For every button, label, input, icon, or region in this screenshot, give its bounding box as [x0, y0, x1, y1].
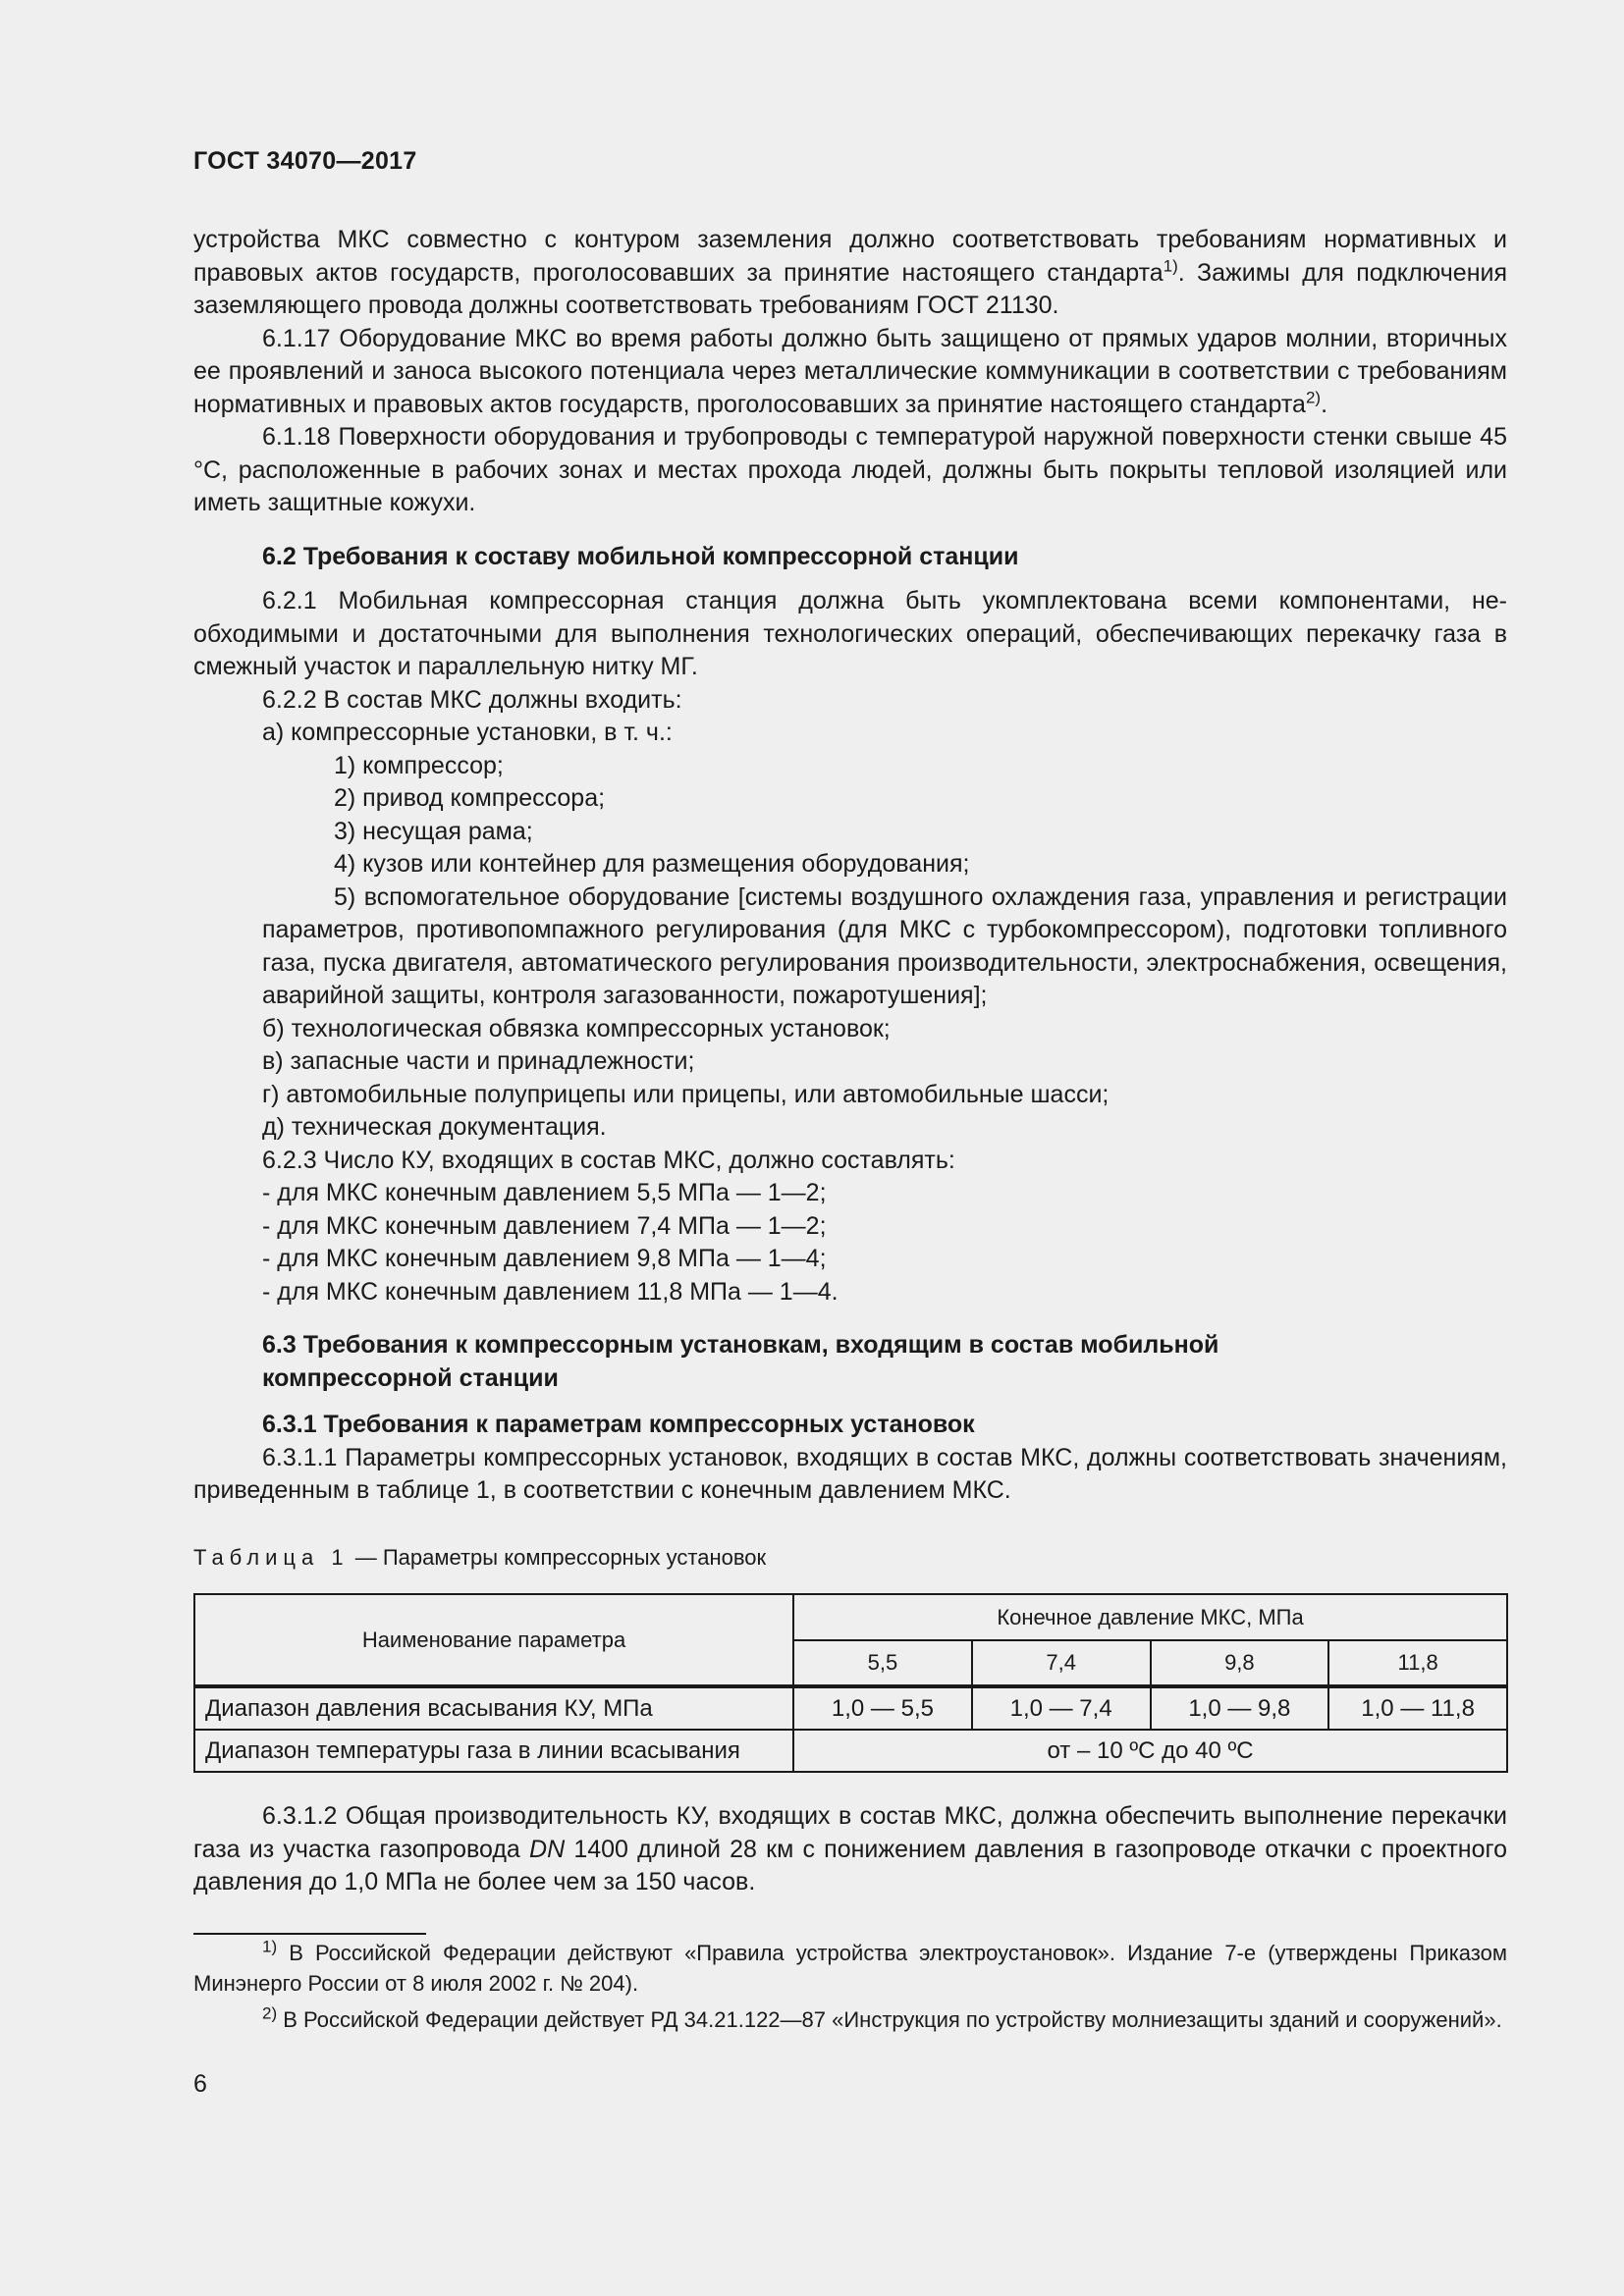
dash-item-4: - для МКС конечным давлением 11,8 МПа — 1—4. [262, 1277, 839, 1306]
list-item-a2: 2) привод компрессора; [334, 784, 606, 812]
list-item-v: в) запасные части и принадлежности; [262, 1047, 695, 1075]
cell-value-merged: от – 10 ºС до 40 ºС [793, 1730, 1507, 1772]
cell-value: 1,0 — 7,4 [972, 1686, 1151, 1730]
list-item-a3: 3) несущая рама; [334, 817, 533, 845]
list-item-d: д) техническая документация. [262, 1113, 607, 1141]
paragraph-6-2-1: 6.2.1 Мобильная компрессорная станция должна быть укомплектована всеми компонентами, необходимыми и достаточными для выполнения технологических операций, обеспечивающих перекачку газа в смежный участок и параллельную нитку МГ. [193, 587, 1507, 680]
paragraph-continued: устройства МКС совместно с контуром заземления должно соответствовать требованиям нормативных и правовых актов государств, проголосовавших за принятие настоящего стандарта$^{1)}$. Зажимы для подключения заземляющего провода должны соответствовать требованиям ГОСТ 21130. [193, 226, 1507, 319]
paragraph-6-2-2: 6.2.2 В состав МКС должны входить: [262, 685, 682, 714]
list-item-a: а) компрессорные установки, в т. ч.: [262, 719, 673, 746]
list-item-a5: 5) вспомогательное оборудование [системы воздушного охлаждения газа, управления и регистрации параметров, противопомпажного регулирования (для МКС с турбокомпрессором), подготовки топливного газа, пуска двигателя, автоматического регулирования производительности, электроснабжения, освещения, аварийной защиты, контроля загазованности, пожаротушения]; [262, 882, 1507, 1009]
dash-item-2: - для МКС конечным давлением 7,4 МПа — 1—2; [262, 1211, 827, 1240]
row-name-suction-pressure: Диапазон давления всасывания КУ, МПа [194, 1686, 793, 1730]
header-pressure-7-4: 7,4 [972, 1640, 1151, 1686]
section-heading-6-3-1: 6.3.1 Требования к параметрам компрессорных установок [262, 1411, 975, 1438]
footnotes [193, 1938, 1507, 2041]
table-row [194, 1730, 1507, 1772]
body-text [193, 224, 1507, 1508]
list-item-a4: 4) кузов или контейнер для размещения оборудования; [334, 850, 970, 878]
footnote-ref-1: 1) [1163, 256, 1178, 276]
page-number: 6 [193, 2070, 207, 2098]
parameters-table [193, 1593, 1508, 1773]
body-text-after-table [193, 1800, 1507, 1899]
table-row [194, 1686, 1507, 1730]
paragraph-6-2-3: 6.2.3 Число КУ, входящих в состав МКС, должно составлять: [262, 1146, 955, 1174]
cell-value: 1,0 — 11,8 [1328, 1686, 1507, 1730]
cell-value: 1,0 — 5,5 [793, 1686, 972, 1730]
document-header: ГОСТ 34070—2017 [193, 147, 417, 175]
paragraph-6-3-1-1: 6.3.1.1 Параметры компрессорных установок, входящих в состав МКС, должны соответствовать значениям, приведенным в таблице 1, в соответствии с конечным давлением МКС. [193, 1443, 1507, 1504]
footnote-separator [193, 1933, 426, 1935]
section-heading-6-3: 6.3 Требования к компрессорным установкам, входящим в состав мобильной компрессорной станции [262, 1331, 1219, 1392]
section-heading-6-2: 6.2 Требования к составу мобильной компрессорной станции [262, 542, 1019, 570]
table-caption: Таблица 1 — Параметры компрессорных установок [193, 1545, 767, 1570]
list-item-a1: 1) компрессор; [334, 751, 504, 779]
header-pressure-group: Конечное давление МКС, МПа [793, 1594, 1507, 1640]
dash-item-3: - для МКС конечным давлением 9,8 МПа — 1—4; [262, 1245, 827, 1272]
paragraph-6-1-17: 6.1.17 Оборудование МКС во время работы должно быть защищено от прямых ударов молнии, вторичных ее проявлений и заноса высокого потенциала через металлические коммуникации в соответствии с требованиям нормативных и правовых актов государств, проголосовавших за принятие настоящего стандарта$^{2)}$. [193, 324, 1507, 418]
paragraph-6-3-1-2: 6.3.1.2 Общая производительность КУ, входящих в состав МКС, должна обеспечить выполнение перекачки газа из участка газопровода DN 1400 длиной 28 км с понижением давления в газопроводе откачки с проектного давления до 1,0 МПа не более чем за 150 часов. [193, 1802, 1507, 1896]
footnote-2: $^{2)}$ В Российской Федерации действует РД 34.21.122—87 «Инструкция по устройству молниезащиты зданий и сооружений». [262, 2003, 1502, 2032]
row-name-gas-temperature: Диапазон температуры газа в линии всасывания [194, 1730, 793, 1772]
header-pressure-9-8: 9,8 [1151, 1640, 1329, 1686]
paragraph-6-1-18: 6.1.18 Поверхности оборудования и трубопроводы с температурой наружной поверхности стенки свыше 45 °С, расположенные в рабочих зонах и местах прохода людей, должны быть покрыты тепловой изоляцией или иметь защитные кожухи. [193, 423, 1507, 516]
footnote-1: $^{1)}$ В Российской Федерации действуют «Правила устройства электроустановок». Издание 7-е (утверждены Приказом Минэнерго России от 8 июля 2002 г. № 204). [193, 1937, 1507, 1996]
header-pressure-11-8: 11,8 [1328, 1640, 1507, 1686]
list-item-g: г) автомобильные полуприцепы или прицепы, или автомобильные шасси; [262, 1080, 1110, 1108]
cell-value: 1,0 — 9,8 [1151, 1686, 1329, 1730]
dash-item-1: - для МКС конечным давлением 5,5 МПа — 1—2; [262, 1179, 827, 1206]
header-pressure-5-5: 5,5 [793, 1640, 972, 1686]
list-item-b: б) технологическая обвязка компрессорных установок; [262, 1014, 891, 1042]
footnote-ref-2: 2) [1305, 388, 1322, 407]
header-param-name: Наименование параметра [194, 1594, 793, 1686]
